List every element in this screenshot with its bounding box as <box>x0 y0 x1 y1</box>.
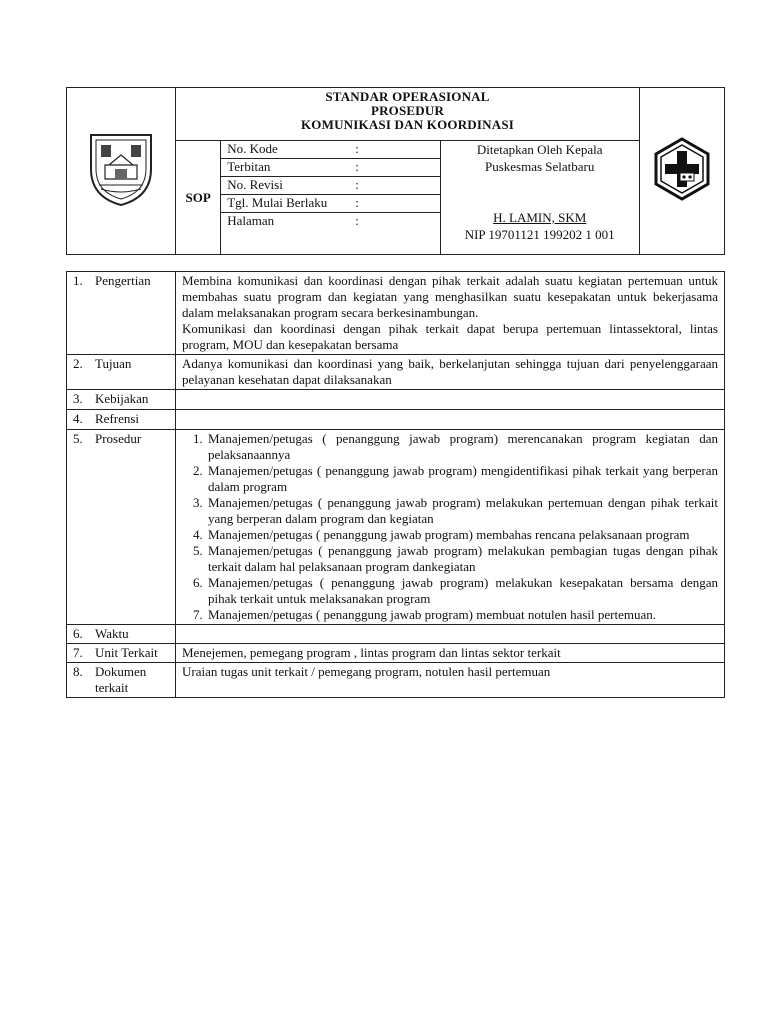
procedure-step: 4. Manajemen/petugas ( penanggung jawab program) membahas rencana pelaksanaan program <box>206 527 718 543</box>
meta-table <box>221 141 439 247</box>
title-line-1: STANDAR OPERASIONAL <box>325 89 490 104</box>
row-label: Refrensi <box>95 411 140 426</box>
row-number: 6. <box>73 626 83 641</box>
approval-name: H. LAMIN, SKM <box>493 210 587 225</box>
table-row <box>67 644 725 663</box>
title-line-2: PROSEDUR <box>370 103 445 118</box>
procedure-step: 2. Manajemen/petugas ( penanggung jawab program) mengidentifikasi pihak terkait yang berperan dalam program <box>206 463 718 495</box>
row-label: Waktu <box>95 626 129 641</box>
row-number: 3. <box>73 391 83 406</box>
meta-row-kode <box>221 141 439 159</box>
procedure-step: 7. Manajemen/petugas ( penanggung jawab program) membuat notulen hasil pertemuan. <box>206 607 718 623</box>
sop-content-table <box>66 271 725 698</box>
procedure-list <box>182 431 718 623</box>
table-row <box>67 390 725 410</box>
meta-sep: : <box>355 195 359 210</box>
meta-row-tgl <box>221 195 439 213</box>
row-text: Uraian tugas unit terkait / pemegang program, notulen hasil pertemuan <box>182 664 551 679</box>
meta-label: Tgl. Mulai Berlaku <box>227 195 328 210</box>
right-logo-cell <box>639 88 724 255</box>
meta-sep: : <box>355 159 359 174</box>
table-row <box>67 410 725 430</box>
meta-sep: : <box>355 213 359 228</box>
regional-crest-icon <box>85 129 157 209</box>
procedure-step: 3. Manajemen/petugas ( penanggung jawab program) melakukan pertemuan dengan pihak terkait yang berperan dalam program dan kegiatan <box>206 495 718 527</box>
table-row <box>67 430 725 625</box>
table-row <box>67 663 725 698</box>
procedure-step: 6. Manajemen/petugas ( penanggung jawab program) melakukan kesepakatan bersama dengan pihak terkait untuk melaksanakan program <box>206 575 718 607</box>
meta-sep: : <box>355 177 359 192</box>
puskesmas-cross-icon <box>654 137 710 201</box>
approval-cell <box>440 141 639 255</box>
approval-line-1: Ditetapkan Oleh Kepala <box>476 142 603 157</box>
table-row <box>67 272 725 355</box>
row-text: Komunikasi dan koordinasi dengan pihak terkait dapat berupa pertemuan lintassektoral, lintas program, MOU dan kesepakatan bersama <box>182 321 718 352</box>
row-text: Adanya komunikasi dan koordinasi yang baik, berkelanjutan sehingga tujuan dari penyelenggaraan pelayanan kesehatan dapat dilaksanakan <box>182 356 718 387</box>
meta-sep: : <box>355 141 359 156</box>
left-logo-cell <box>67 88 176 255</box>
meta-row-revisi <box>221 177 439 195</box>
sop-label: SOP <box>176 141 221 255</box>
sop-header-table <box>66 87 725 255</box>
table-row <box>67 625 725 644</box>
meta-label: Terbitan <box>227 159 271 174</box>
procedure-step: 1. Manajemen/petugas ( penanggung jawab program) merencanakan program kegiatan dan pelaksanaannya <box>206 431 718 463</box>
row-text: Membina komunikasi dan koordinasi dengan pihak terkait adalah suatu kegiatan pertemuan untuk membahas suatu program dan kegiatan yang menghasilkan suatu kesepakatan untuk bekerjasama dalam melaksanakan program secara berkesinambungan. <box>182 273 718 320</box>
row-number: 1. <box>73 273 83 288</box>
row-label: Kebijakan <box>95 391 149 406</box>
row-label: Dokumen terkait <box>95 664 147 695</box>
table-row <box>67 355 725 390</box>
approval-nip: NIP 19701121 199202 1 001 <box>464 227 615 242</box>
meta-row-terbitan <box>221 159 439 177</box>
title-line-3: KOMUNIKASI DAN KOORDINASI <box>300 117 515 132</box>
row-label: Tujuan <box>95 356 132 371</box>
meta-label: Halaman <box>227 213 275 228</box>
row-label: Pengertian <box>95 273 151 288</box>
procedure-step: 5. Manajemen/petugas ( penanggung jawab program) melakukan pembagian tugas dengan pihak terkait dalam hal pelaksanaan program dankegiatan <box>206 543 718 575</box>
meta-row-halaman <box>221 213 439 248</box>
meta-label: No. Kode <box>227 141 278 156</box>
row-number: 7. <box>73 645 83 660</box>
meta-cell <box>221 141 440 255</box>
meta-label: No. Revisi <box>227 177 283 192</box>
sop-title <box>176 88 640 141</box>
row-text: Menejemen, pemegang program , lintas program dan lintas sektor terkait <box>182 645 561 660</box>
row-number: 8. <box>73 664 83 679</box>
row-number: 4. <box>73 411 83 426</box>
row-label: Prosedur <box>95 431 142 446</box>
approval-line-2: Puskesmas Selatbaru <box>484 159 595 174</box>
row-number: 5. <box>73 431 83 446</box>
row-label: Unit Terkait <box>95 645 158 660</box>
row-number: 2. <box>73 356 83 371</box>
